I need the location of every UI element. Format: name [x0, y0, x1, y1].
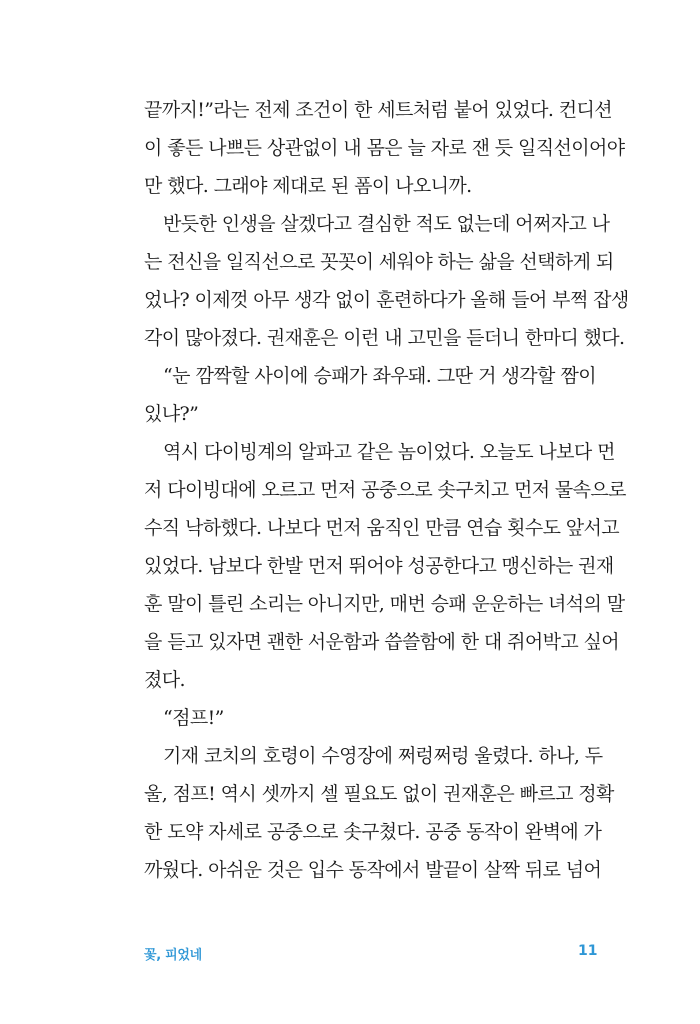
text-line: 까웠다. 아쉬운 것은 입수 동작에서 발끝이 살짝 뒤로 넘어 — [144, 859, 602, 881]
text-line: 역시 다이빙계의 알파고 같은 놈이었다. 오늘도 나보다 먼 — [163, 441, 615, 463]
text-line: 한 도약 자세로 공중으로 솟구쳤다. 공중 동작이 완벽에 가 — [144, 821, 602, 843]
text-line: 기재 코치의 호령이 수영장에 쩌렁쩌렁 울렸다. 하나, 두 — [163, 745, 603, 767]
running-footer-title: 꽃, 피었네 — [144, 948, 202, 963]
text-line: 있냐?” — [144, 403, 199, 425]
text-line: 반듯한 인생을 살겠다고 결심한 적도 없는데 어쩌자고 나 — [163, 213, 610, 235]
text-line: 었나? 이제껏 아무 생각 없이 훈련하다가 올해 들어 부쩍 잡생 — [144, 289, 629, 311]
text-line: “점프!” — [163, 707, 224, 729]
text-line: 저 다이빙대에 오르고 먼저 공중으로 솟구치고 먼저 물속으로 — [144, 479, 626, 501]
text-line: 각이 많아졌다. 권재훈은 이런 내 고민을 듣더니 한마디 했다. — [144, 327, 625, 349]
text-line: 울, 점프! 역시 셋까지 셀 필요도 없이 권재훈은 빠르고 정확 — [144, 783, 614, 805]
text-line: 수직 낙하했다. 나보다 먼저 움직인 만큼 연습 횟수도 앞서고 — [144, 517, 620, 539]
text-line: “눈 깜짝할 사이에 승패가 좌우돼. 그딴 거 생각할 짬이 — [163, 365, 596, 387]
text-line: 만 했다. 그래야 제대로 된 폼이 나오니까. — [144, 175, 472, 197]
text-line: 는 전신을 일직선으로 꼿꼿이 세워야 하는 삶을 선택하게 되 — [144, 251, 614, 273]
text-line: 끝까지!”라는 전제 조건이 한 세트처럼 붙어 있었다. 컨디션 — [144, 99, 613, 121]
page-number: 11 — [578, 943, 598, 959]
text-line: 을 듣고 있자면 괜한 서운함과 씁쓸함에 한 대 쥐어박고 싶어 — [144, 631, 620, 653]
text-line: 졌다. — [144, 669, 185, 691]
text-line: 있었다. 남보다 한발 먼저 뛰어야 성공한다고 맹신하는 권재 — [144, 555, 614, 577]
text-line: 이 좋든 나쁘든 상관없이 내 몸은 늘 자로 잰 듯 일직선이어야 — [144, 137, 625, 159]
text-line: 훈 말이 틀린 소리는 아니지만, 매번 승패 운운하는 녀석의 말 — [144, 593, 625, 615]
